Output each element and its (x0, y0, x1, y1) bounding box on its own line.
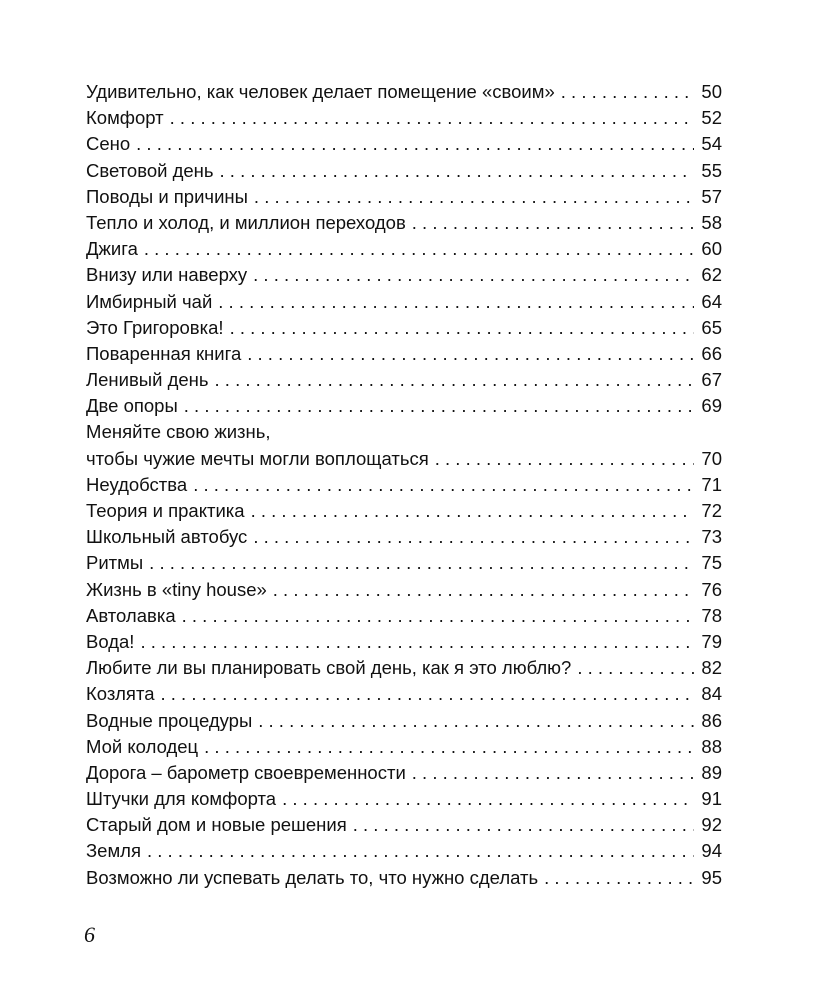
toc-entry (86, 289, 722, 315)
toc-entry-title: Поваренная книга (86, 342, 242, 364)
page-number: 6 (84, 922, 95, 947)
toc-leader-dots (254, 184, 694, 210)
toc-entry-title: Поводы и причины (86, 185, 248, 207)
toc-entry (86, 79, 722, 105)
toc-entry (86, 812, 722, 838)
toc-entry (86, 184, 722, 210)
toc-entry-page: 95 (701, 866, 722, 888)
toc-entry-title: Козлята (86, 683, 155, 705)
toc-entry-page: 62 (701, 264, 722, 286)
toc-entry-title: Теория и практика (86, 500, 245, 521)
toc-entry (86, 236, 722, 262)
toc-leader-dots (182, 603, 694, 629)
toc-entry (86, 498, 722, 524)
toc-entry-title: Любите ли вы планировать свой день, как я это люблю? (86, 657, 572, 679)
toc-entry (86, 734, 722, 760)
toc-entry-page: 64 (701, 290, 722, 312)
toc-leader-dots (251, 498, 694, 524)
toc-entry-first-line: Меняйте свою жизнь, (86, 421, 271, 443)
toc-entry (86, 341, 722, 367)
toc-entry (86, 315, 722, 341)
toc-entry-page: 65 (701, 316, 722, 338)
toc-entry (86, 838, 722, 864)
toc-entry-title: Вода! (86, 630, 135, 652)
toc-entry-page: 54 (701, 133, 722, 155)
toc-entry-page: 84 (701, 683, 722, 705)
toc-leader-dots (140, 629, 694, 655)
toc-entry-page: 55 (701, 159, 722, 181)
toc-entry-title: Это Григоровка! (86, 316, 224, 338)
toc-leader-dots (149, 550, 694, 576)
toc-leader-dots (253, 524, 694, 550)
toc-entry-page: 89 (701, 761, 722, 783)
toc-entry-page: 60 (701, 238, 722, 260)
toc-entry-page: 92 (701, 814, 722, 836)
toc-entry-title: Сено (86, 133, 131, 155)
toc-entry (86, 262, 722, 288)
toc-entry-page: 76 (701, 578, 722, 600)
toc-entry (86, 655, 722, 681)
toc-entry-page: 82 (701, 657, 722, 679)
toc-entry-title: Ритмы (86, 552, 144, 574)
toc-leader-dots (353, 812, 694, 838)
toc-leader-dots (561, 79, 694, 105)
toc-entry-title: Жизнь в «tiny house» (86, 578, 267, 600)
toc-entry-page: 91 (701, 788, 722, 810)
toc-entry (86, 603, 722, 629)
toc-leader-dots (247, 341, 694, 367)
toc-entry-page: 66 (701, 342, 722, 364)
toc-entry-title: Мой колодец (86, 735, 199, 757)
toc-entry-page: 78 (701, 604, 722, 626)
toc-entry (86, 393, 722, 419)
toc-entry-page: 88 (701, 735, 722, 757)
toc-entry (86, 367, 722, 393)
toc-leader-dots (273, 577, 694, 603)
toc-leader-dots (220, 158, 694, 184)
toc-entry (86, 105, 722, 131)
toc-entry (86, 708, 722, 734)
toc-entry-page: 71 (701, 473, 722, 495)
toc-entry (86, 629, 722, 655)
toc-leader-dots (253, 262, 694, 288)
toc-entry-title: Водные процедуры (86, 709, 253, 731)
toc-entry-page: 50 (701, 81, 722, 102)
toc-entry (86, 786, 722, 812)
toc-entry-title: Возможно ли успевать делать то, что нужно сделать (86, 866, 539, 888)
toc-entry (86, 524, 722, 550)
toc-leader-dots (218, 289, 694, 315)
toc-entry-page: 67 (701, 369, 722, 391)
toc-entry-title: Школьный автобус (86, 526, 248, 548)
toc-entry (86, 446, 722, 472)
toc-leader-dots (184, 393, 694, 419)
toc-entry (86, 577, 722, 603)
toc-entry-title: чтобы чужие мечты могли воплощаться (86, 447, 429, 469)
toc-entry-page: 52 (701, 107, 722, 129)
toc-leader-dots (258, 708, 694, 734)
toc-entry-page: 70 (701, 447, 722, 469)
toc-entry (86, 550, 722, 576)
toc-entry-title: Земля (86, 840, 141, 862)
toc-entry-page: 58 (701, 211, 722, 233)
toc-leader-dots (544, 865, 694, 891)
toc-entry-page: 69 (701, 395, 722, 417)
toc-leader-dots (161, 681, 695, 707)
toc-leader-dots (170, 105, 694, 131)
toc-leader-dots (144, 236, 694, 262)
toc-leader-dots (577, 655, 694, 681)
toc-entry-title: Внизу или наверху (86, 264, 248, 286)
toc-leader-dots (230, 315, 694, 341)
toc-entry-title: Дорога – барометр своевременности (86, 761, 406, 783)
toc-entry-title: Штучки для комфорта (86, 788, 277, 810)
toc-entry-title: Ленивый день (86, 369, 209, 391)
toc-entry-page: 73 (701, 526, 722, 548)
toc-leader-dots (412, 210, 694, 236)
toc-entry-title: Тепло и холод, и миллион переходов (86, 211, 406, 233)
toc-leader-dots (147, 838, 694, 864)
toc-leader-dots (215, 367, 694, 393)
toc-entry-page: 57 (701, 185, 722, 207)
toc-entry (86, 472, 722, 498)
toc-leader-dots (136, 131, 694, 157)
toc-leader-dots (412, 760, 694, 786)
toc-entry-title: Джига (86, 238, 138, 260)
toc-entry (86, 131, 722, 157)
toc-entry-title: Удивительно, как человек делает помещение «своим» (86, 81, 555, 102)
toc-entry (86, 865, 722, 891)
toc-entry-title: Неудобства (86, 473, 188, 495)
toc-entry-title: Световой день (86, 159, 214, 181)
toc-leader-dots (282, 786, 694, 812)
toc-entry (86, 760, 722, 786)
toc-entry-page: 72 (701, 500, 722, 521)
toc-entry-title: Комфорт (86, 107, 164, 129)
toc-entry-page: 94 (701, 840, 722, 862)
toc-entry-page: 86 (701, 709, 722, 731)
toc-leader-dots (193, 472, 694, 498)
toc-entry (86, 158, 722, 184)
toc-entry-title: Автолавка (86, 604, 176, 626)
toc-leader-dots (435, 446, 694, 472)
toc-entry-page: 75 (701, 552, 722, 574)
table-of-contents (86, 79, 722, 891)
toc-entry-title: Имбирный чай (86, 290, 213, 312)
toc-entry-page: 79 (701, 630, 722, 652)
toc-entry-title: Две опоры (86, 395, 178, 417)
toc-entry (86, 681, 722, 707)
toc-entry (86, 210, 722, 236)
toc-entry-title: Старый дом и новые решения (86, 814, 347, 836)
toc-leader-dots (204, 734, 694, 760)
